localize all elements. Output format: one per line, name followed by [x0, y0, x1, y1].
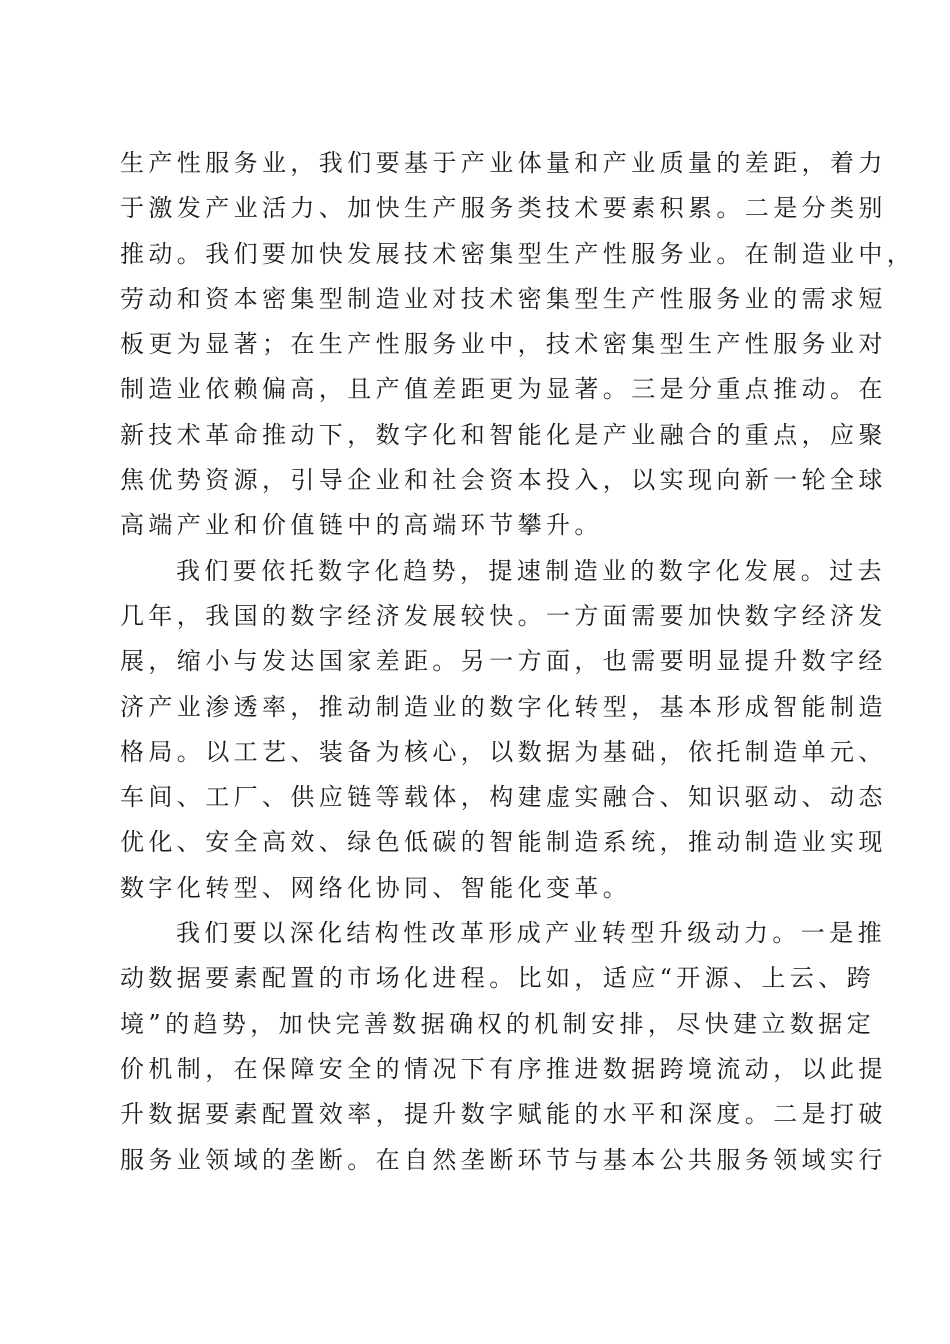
- text-line: 高端产业和价值链中的高端环节攀升。: [120, 511, 603, 540]
- text-line: 服务业领域的垄断。在自然垄断环节与基本公共服务领域实行: [120, 1145, 887, 1174]
- text-line: 推动。我们要加快发展技术密集型生产性服务业。在制造业中，: [120, 239, 916, 268]
- text-line: 劳动和资本密集型制造业对技术密集型生产性服务业的需求短: [120, 284, 887, 313]
- text-line: 升数据要素配置效率，提升数字赋能的水平和深度。二是打破: [120, 1100, 887, 1129]
- text-line: 济产业渗透率，推动制造业的数字化转型，基本形成智能制造: [120, 692, 887, 721]
- paragraph-first-line: 我们要依托数字化趋势，提速制造业的数字化发展。过去: [176, 556, 886, 585]
- text-line: 数字化转型、网络化协同、智能化变革。: [120, 873, 632, 902]
- text-line: 优化、安全高效、绿色低碳的智能制造系统，推动制造业实现: [120, 828, 887, 857]
- text-line: 展，缩小与发达国家差距。另一方面，也需要明显提升数字经: [120, 647, 887, 676]
- text-line: 车间、工厂、供应链等载体，构建虚实融合、知识驱动、动态: [120, 783, 887, 812]
- text-line: 板更为显著；在生产性服务业中，技术密集型生产性服务业对: [120, 330, 887, 359]
- text-line: 新技术革命推动下，数字化和智能化是产业融合的重点，应聚: [120, 420, 887, 449]
- paragraph-first-line: 我们要以深化结构性改革形成产业转型升级动力。一是推: [176, 919, 886, 948]
- text-line: 焦优势资源，引导企业和社会资本投入，以实现向新一轮全球: [120, 466, 887, 495]
- document-body-text: [120, 141, 916, 1183]
- text-line: 制造业依赖偏高，且产值差距更为显著。三是分重点推动。在: [120, 375, 887, 404]
- text-line: 境”的趋势，加快完善数据确权的机制安排，尽快建立数据定: [120, 1009, 876, 1038]
- text-line: 生产性服务业，我们要基于产业体量和产业质量的差距，着力: [120, 149, 887, 177]
- text-line: 格局。以工艺、装备为核心，以数据为基础，依托制造单元、: [120, 737, 887, 766]
- text-line: 于激发产业活力、加快生产服务类技术要素积累。二是分类别: [120, 194, 887, 223]
- text-line: 动数据要素配置的市场化进程。比如，适应“开源、上云、跨: [120, 964, 876, 993]
- text-line: 价机制，在保障安全的情况下有序推进数据跨境流动，以此提: [120, 1054, 887, 1083]
- text-line: 几年，我国的数字经济发展较快。一方面需要加快数字经济发: [120, 601, 887, 630]
